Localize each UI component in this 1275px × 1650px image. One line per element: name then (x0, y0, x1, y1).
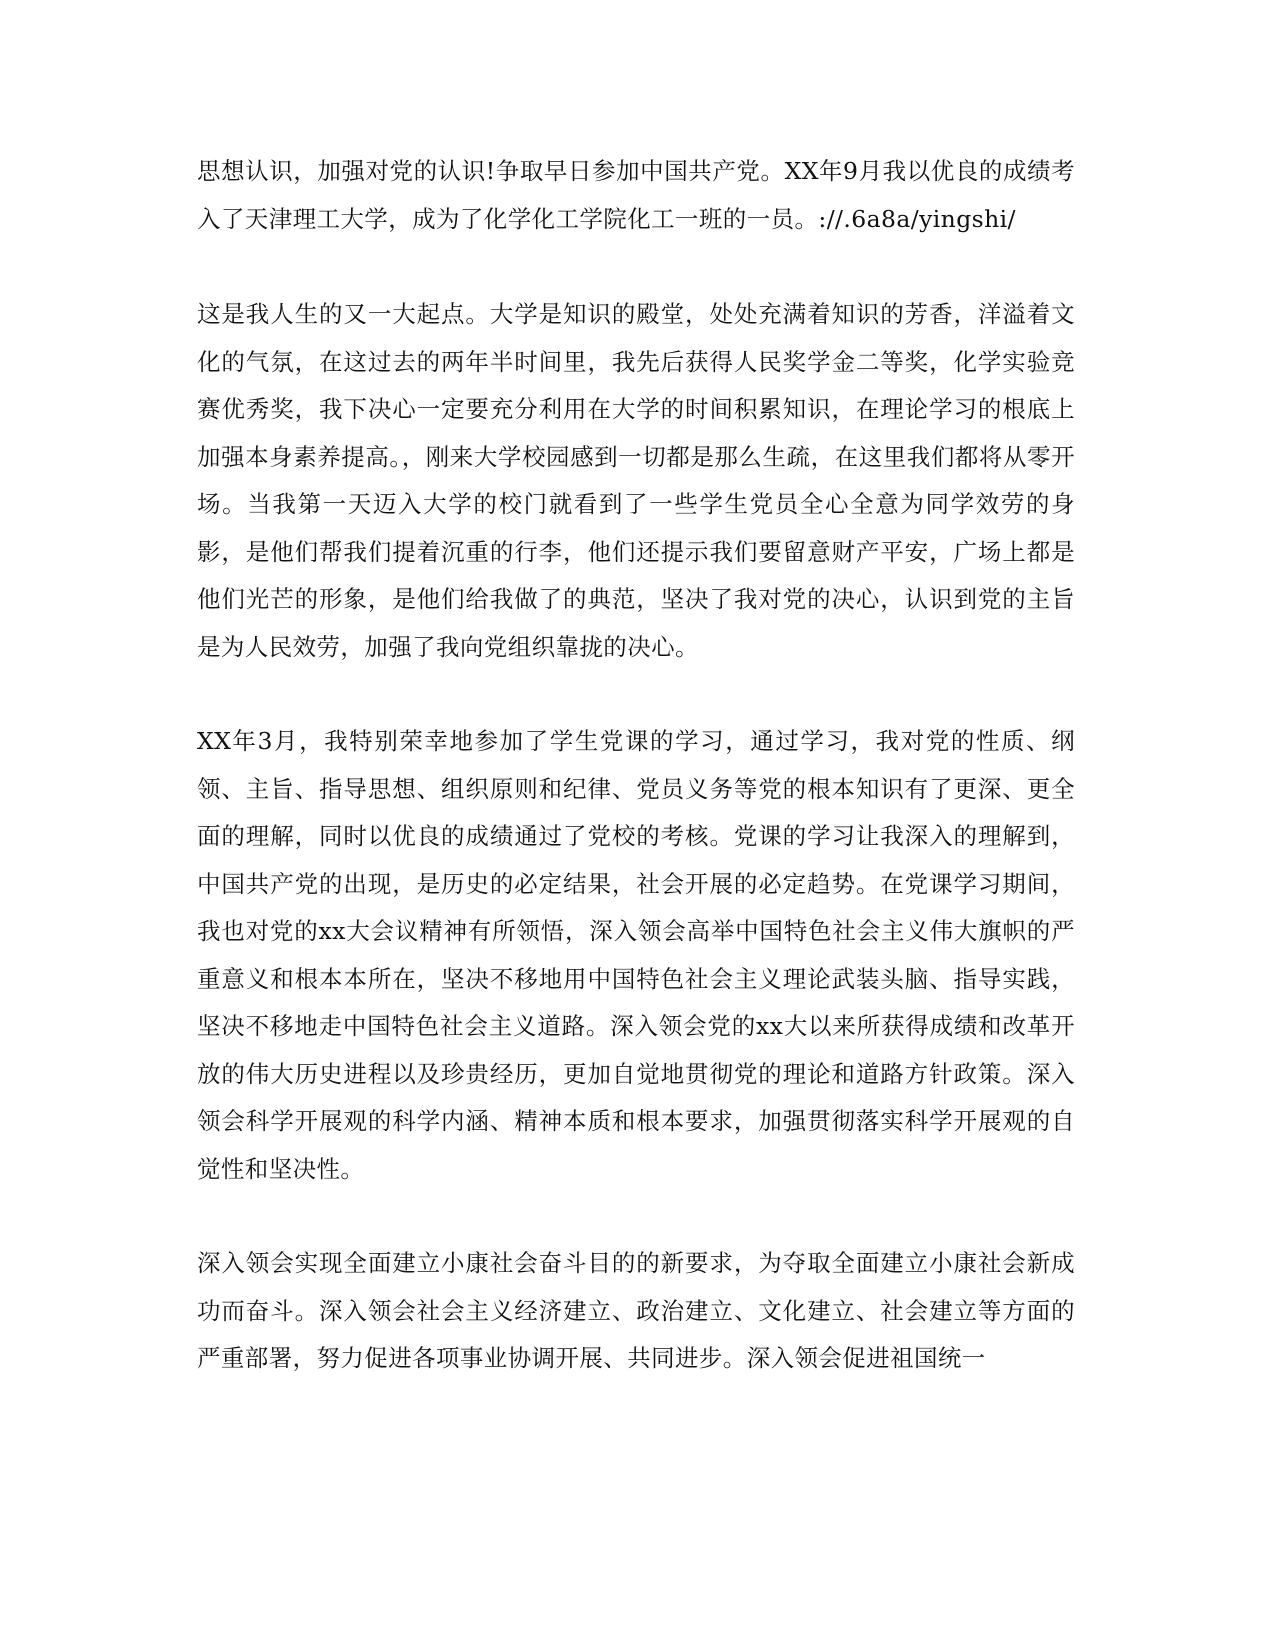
paragraph-1: 思想认识，加强对党的认识!争取早日参加中国共产党。XX年9月我以优良的成绩考入了天津理工大学，成为了化学化工学院化工一班的一员。://.6a8a/yingshi/ (197, 157, 1075, 233)
paragraph-4: 深入领会实现全面建立小康社会奋斗目的的新要求，为夺取全面建立小康社会新成功而奋斗。深入领会社会主义经济建立、政治建立、文化建立、社会建立等方面的严重部署，努力促进各项事业协调开展、共同进步。深入领会促进祖国统一 (197, 1249, 1075, 1372)
document-body (197, 148, 1075, 1383)
paragraph-3: XX年3月，我特别荣幸地参加了学生党课的学习，通过学习，我对党的性质、纲领、主旨、指导思想、组织原则和纪律、党员义务等党的根本知识有了更深、更全面的理解，同时以优良的成绩通过了党校的考核。党课的学习让我深入的理解到，中国共产党的出现，是历史的必定结果，社会开展的必定趋势。在党课学习期间，我也对党的xx大会议精神有所领悟，深入领会高举中国特色社会主义伟大旗帜的严重意义和根本本所在，坚决不移地用中国特色社会主义理论武装头脑、指导实践，坚决不移地走中国特色社会主义道路。深入领会党的xx大以来所获得成绩和改革开放的伟大历史进程以及珍贵经历，更加自觉地贯彻党的理论和道路方针政策。深入领会科学开展观的科学内涵、精神本质和根本要求，加强贯彻落实科学开展观的自觉性和坚决性。 (197, 727, 1075, 1183)
paragraph-2: 这是我人生的又一大起点。大学是知识的殿堂，处处充满着知识的芳香，洋溢着文化的气氛，在这过去的两年半时间里，我先后获得人民奖学金二等奖，化学实验竞赛优秀奖，我下决心一定要充分利用在大学的时间积累知识，在理论学习的根底上加强本身素养提高。，刚来大学校园感到一切都是那么生疏，在这里我们都将从零开场。当我第一天迈入大学的校门就看到了一些学生党员全心全意为同学效劳的身影，是他们帮我们提着沉重的行李，他们还提示我们要留意财产平安，广场上都是他们光芒的形象，是他们给我做了的典范，坚决了我对党的决心，认识到党的主旨是为人民效劳，加强了我向党组织靠拢的决心。 (197, 300, 1075, 661)
